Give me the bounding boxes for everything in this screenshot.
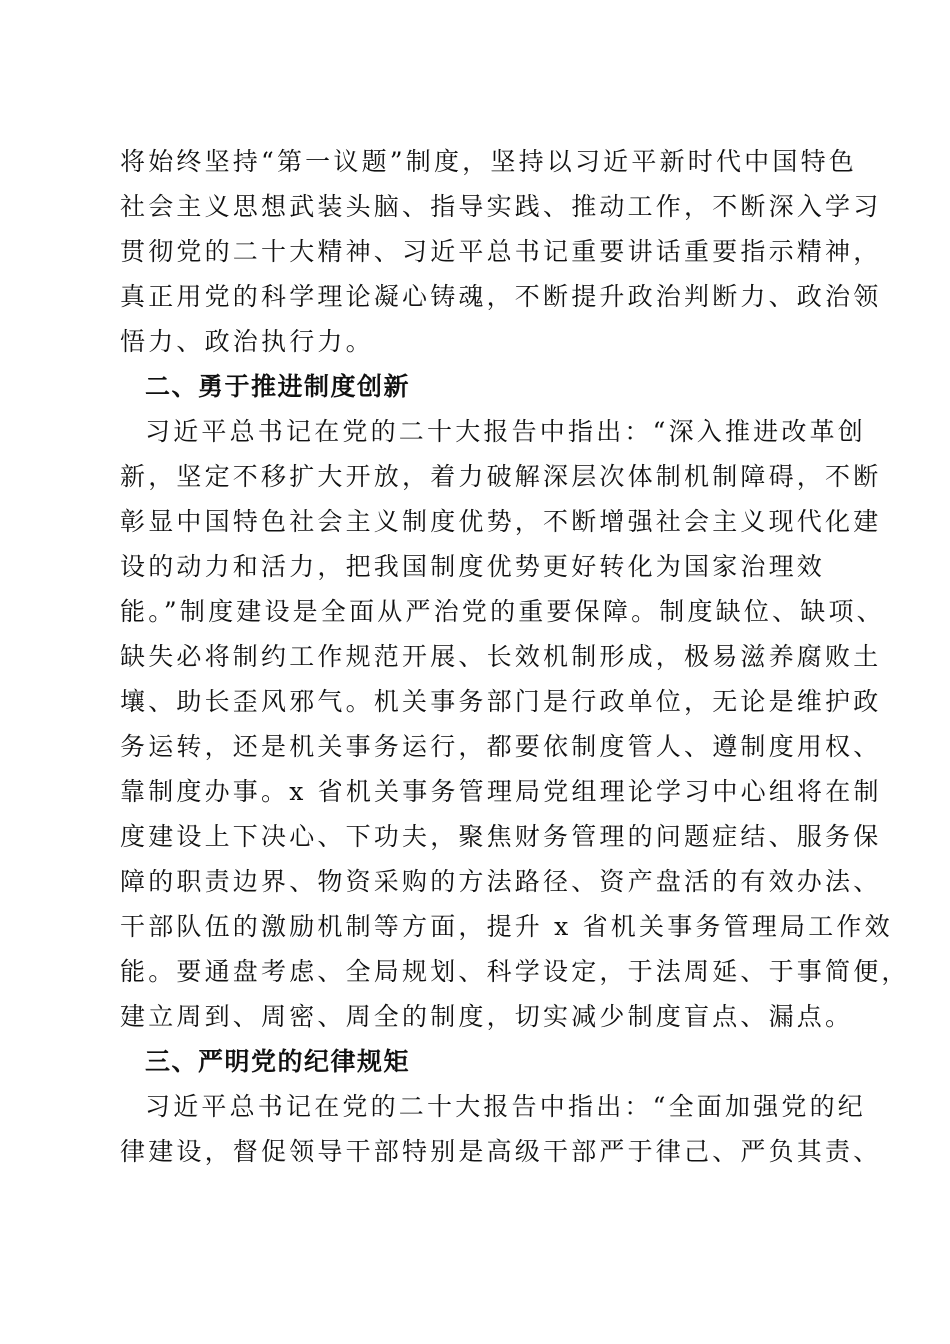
paragraph-line: 干部队伍的激励机制等方面，提升 x 省机关事务管理局工作效	[120, 912, 893, 941]
paragraph-line: 贯彻党的二十大精神、习近平总书记重要讲话重要指示精神，	[120, 237, 882, 266]
paragraph-line: 靠制度办事。x 省机关事务管理局党组理论学习中心组将在制	[120, 777, 882, 806]
paragraph-line: 壤、助长歪风邪气。机关事务部门是行政单位，无论是维护政	[120, 687, 882, 716]
paragraph-line: 缺失必将制约工作规范开展、长效机制形成，极易滋养腐败土	[120, 642, 882, 671]
paragraph-line: 新，坚定不移扩大开放，着力破解深层次体制机制障碍，不断	[120, 462, 882, 491]
paragraph-line: 真正用党的科学理论凝心铸魂，不断提升政治判断力、政治领	[120, 282, 882, 311]
paragraph-line: 能。要通盘考虑、全局规划、科学设定，于法周延、于事简便，	[120, 957, 910, 986]
paragraph-line: 习近平总书记在党的二十大报告中指出：“深入推进改革创	[145, 417, 866, 446]
paragraph-line: 设的动力和活力，把我国制度优势更好转化为国家治理效	[120, 552, 826, 581]
paragraph-line: 障的职责边界、物资采购的方法路径、资产盘活的有效办法、	[120, 867, 882, 896]
section-heading: 三、严明党的纪律规矩	[145, 1047, 411, 1076]
paragraph-line: 律建设，督促领导干部特别是高级干部严于律己、严负其责、	[120, 1137, 882, 1166]
paragraph-line: 度建设上下决心、下功夫，聚焦财务管理的问题症结、服务保	[120, 822, 882, 851]
section-heading: 二、勇于推进制度创新	[145, 372, 411, 401]
paragraph-line: 务运转，还是机关事务运行，都要依制度管人、遵制度用权、	[120, 732, 882, 761]
paragraph-line: 悟力、政治执行力。	[120, 327, 374, 356]
paragraph-line: 能。”制度建设是全面从严治党的重要保障。制度缺位、缺项、	[120, 597, 885, 626]
paragraph-line: 社会主义思想武装头脑、指导实践、推动工作，不断深入学习	[120, 192, 882, 221]
paragraph-line: 习近平总书记在党的二十大报告中指出：“全面加强党的纪	[145, 1092, 866, 1121]
paragraph-line: 将始终坚持“第一议题”制度，坚持以习近平新时代中国特色	[120, 147, 857, 176]
paragraph-line: 建立周到、周密、周全的制度，切实减少制度盲点、漏点。	[120, 1002, 854, 1031]
paragraph-line: 彰显中国特色社会主义制度优势，不断增强社会主义现代化建	[120, 507, 882, 536]
